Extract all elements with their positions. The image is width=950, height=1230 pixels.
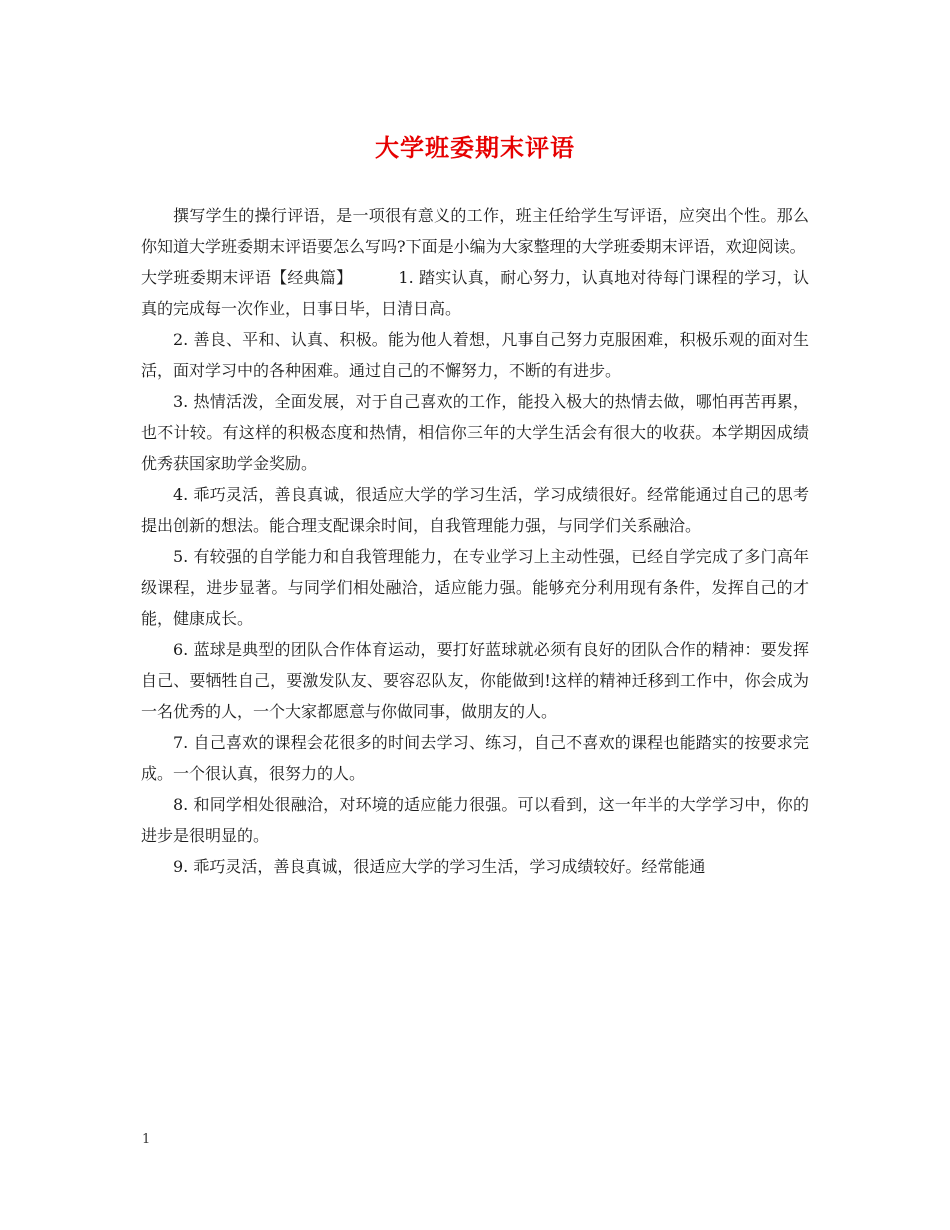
list-item-5: 5. 有较强的自学能力和自我管理能力，在专业学习上主动性强，已经自学完成了多门高年级课程，进步显著。与同学们相处融洽，适应能力强。能够充分利用现有条件，发挥自己的才能，健康成长。 bbox=[141, 547, 809, 628]
list-item-2: 2. 善良、平和、认真、积极。能为他人着想，凡事自己努力克服困难，积极乐观的面对生活，面对学习中的各种困难。通过自己的不懈努力，不断的有进步。 bbox=[141, 330, 809, 380]
list-item-3: 3. 热情活泼，全面发展，对于自己喜欢的工作，能投入极大的热情去做，哪怕再苦再累，也不计较。有这样的积极态度和热情，相信你三年的大学生活会有很大的收获。本学期因成绩优秀获国家助学金奖励。 bbox=[141, 392, 809, 473]
list-item-6: 6. 蓝球是典型的团队合作体育运动，要打好蓝球就必须有良好的团队合作的精神：要发挥自己、要牺牲自己，要激发队友、要容忍队友，你能做到!这样的精神迁移到工作中，你会成为一名优秀的人，一个大家都愿意与你做同事，做朋友的人。 bbox=[141, 640, 809, 721]
section-heading: 大学班委期末评语【经典篇】 bbox=[141, 268, 353, 287]
page-title: 大学班委期末评语 bbox=[375, 133, 575, 162]
list-item-7: 7. 自己喜欢的课程会花很多的时间去学习、练习，自己不喜欢的课程也能踏实的按要求完成。一个很认真，很努力的人。 bbox=[141, 733, 809, 783]
list-item-4: 4. 乖巧灵活，善良真诚，很适应大学的学习生活，学习成绩很好。经常能通过自己的思考提出创新的想法。能合理支配课余时间，自我管理能力强，与同学们关系融洽。 bbox=[141, 485, 809, 535]
page-number: 1 bbox=[142, 1132, 151, 1147]
section-paragraph bbox=[141, 262, 809, 324]
list-item-1: 1. 踏实认真，耐心努力，认真地对待每门课程的学习，认真的完成每一次作业，日事日毕，日清日高。 bbox=[141, 268, 809, 318]
list-item-8: 8. 和同学相处很融洽，对环境的适应能力很强。可以看到，这一年半的大学学习中，你的进步是很明显的。 bbox=[141, 795, 809, 845]
document-body bbox=[141, 200, 809, 882]
list-item-9: 9. 乖巧灵活，善良真诚，很适应大学的学习生活，学习成绩较好。经常能通 bbox=[173, 857, 706, 876]
intro-paragraph: 撰写学生的操行评语，是一项很有意义的工作，班主任给学生写评语，应突出个性。那么你知道大学班委期末评语要怎么写吗?下面是小编为大家整理的大学班委期末评语，欢迎阅读。 bbox=[141, 206, 809, 256]
